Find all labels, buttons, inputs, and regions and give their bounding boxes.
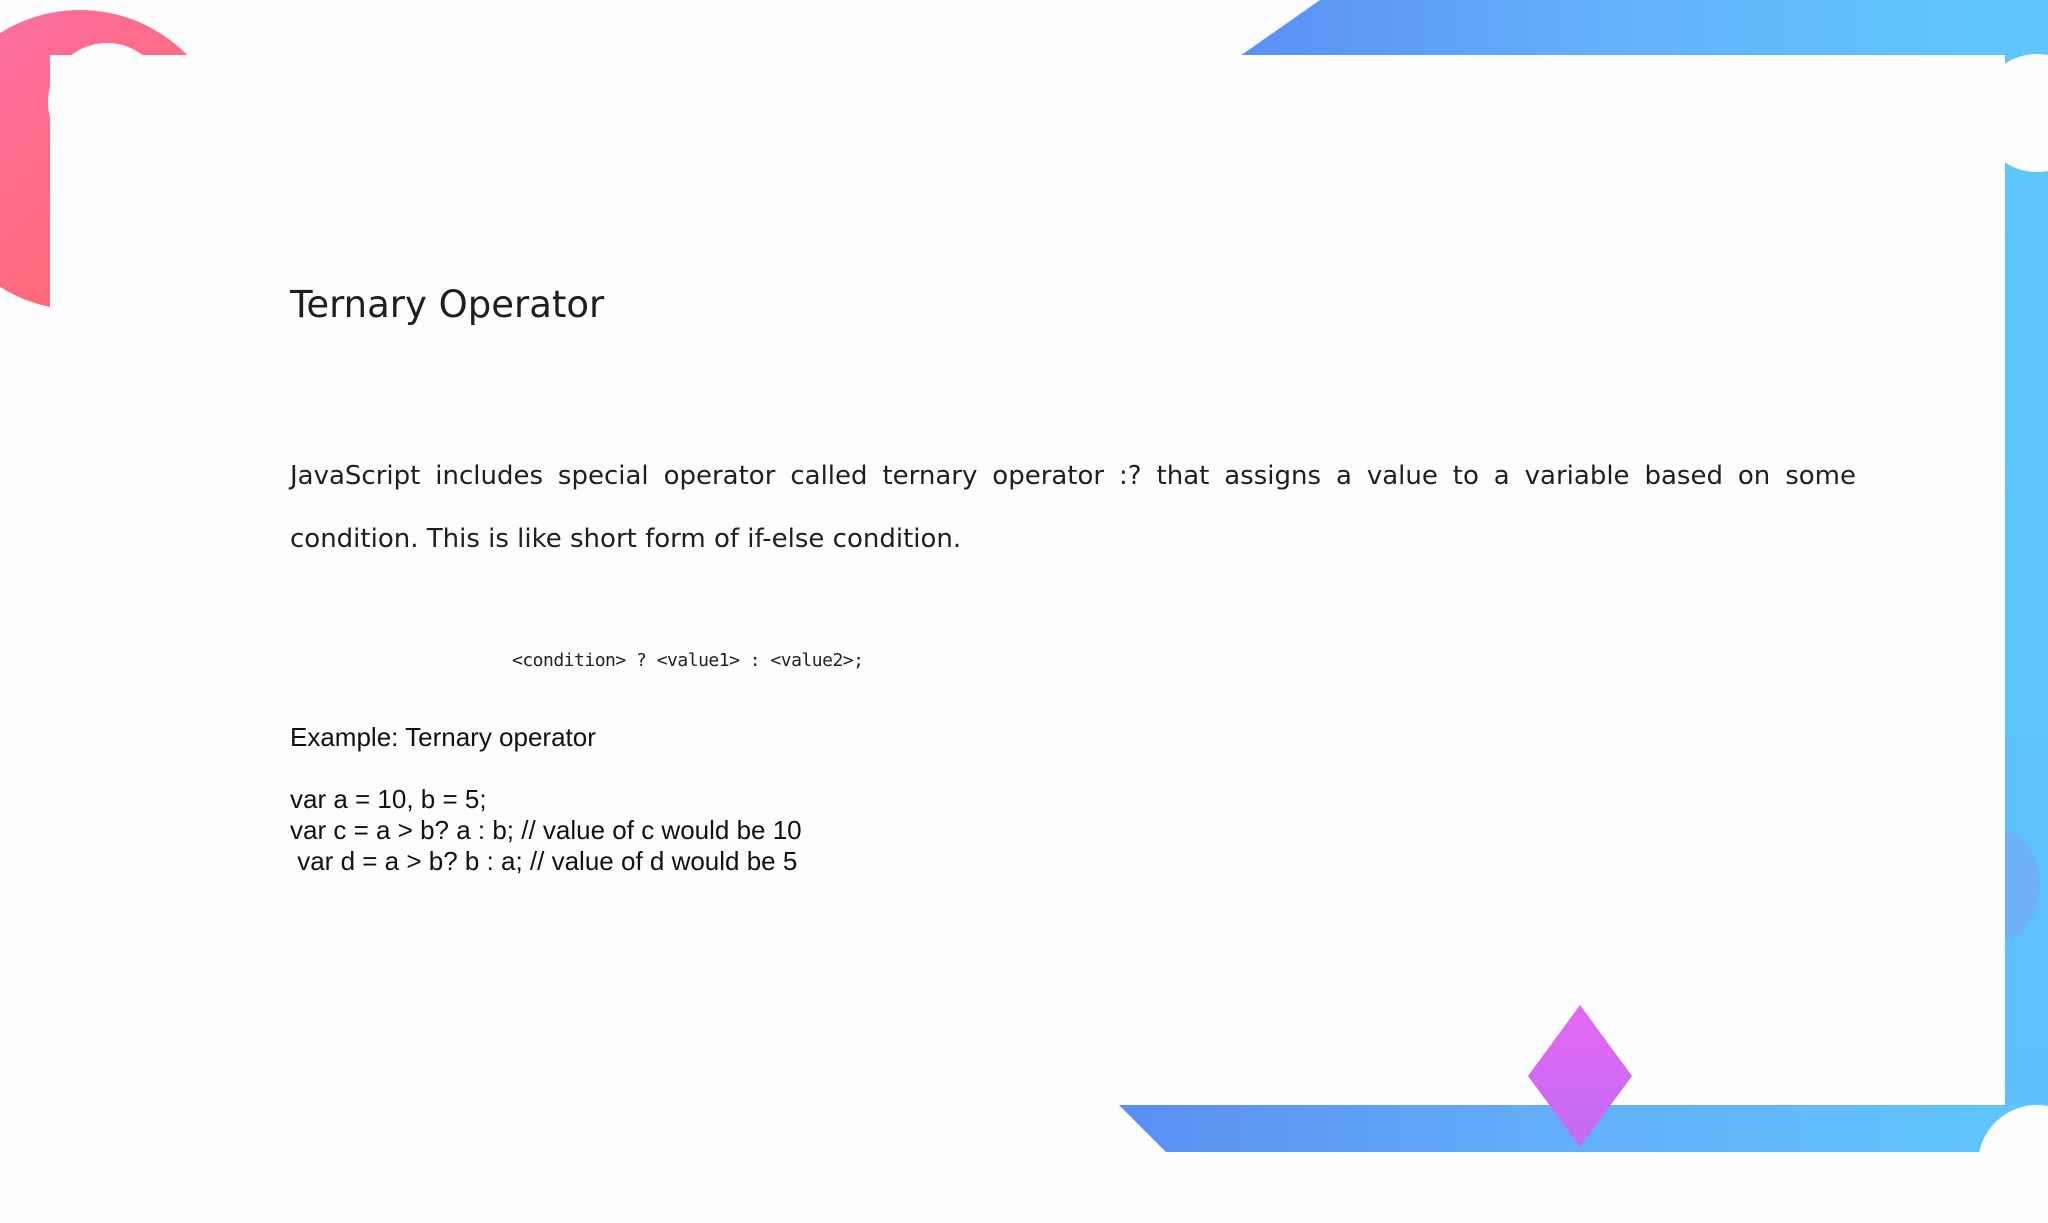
card-corner-notch [48, 43, 166, 161]
blue-top-band [1240, 0, 2048, 56]
code-line: var d = a > b? b : a; // value of d would be 5 [290, 846, 798, 876]
slide-title: Ternary Operator [290, 283, 605, 326]
syntax-line: <condition> ? <value1> : <value2>; [512, 650, 864, 671]
code-example [290, 784, 802, 877]
description-paragraph: JavaScript includes special operator called ternary operator :? that assigns a value to a variable based on some condition. This is like short form of if-else condition. [290, 461, 1856, 554]
code-line: var c = a > b? a : b; // value of c would be 10 [290, 815, 802, 845]
code-line: var a = 10, b = 5; [290, 784, 487, 814]
slide-card [50, 55, 2005, 1105]
example-label: Example: Ternary operator [290, 722, 596, 752]
card-corner-notch [42, 1090, 160, 1208]
card-corner-notch [1978, 54, 2048, 172]
